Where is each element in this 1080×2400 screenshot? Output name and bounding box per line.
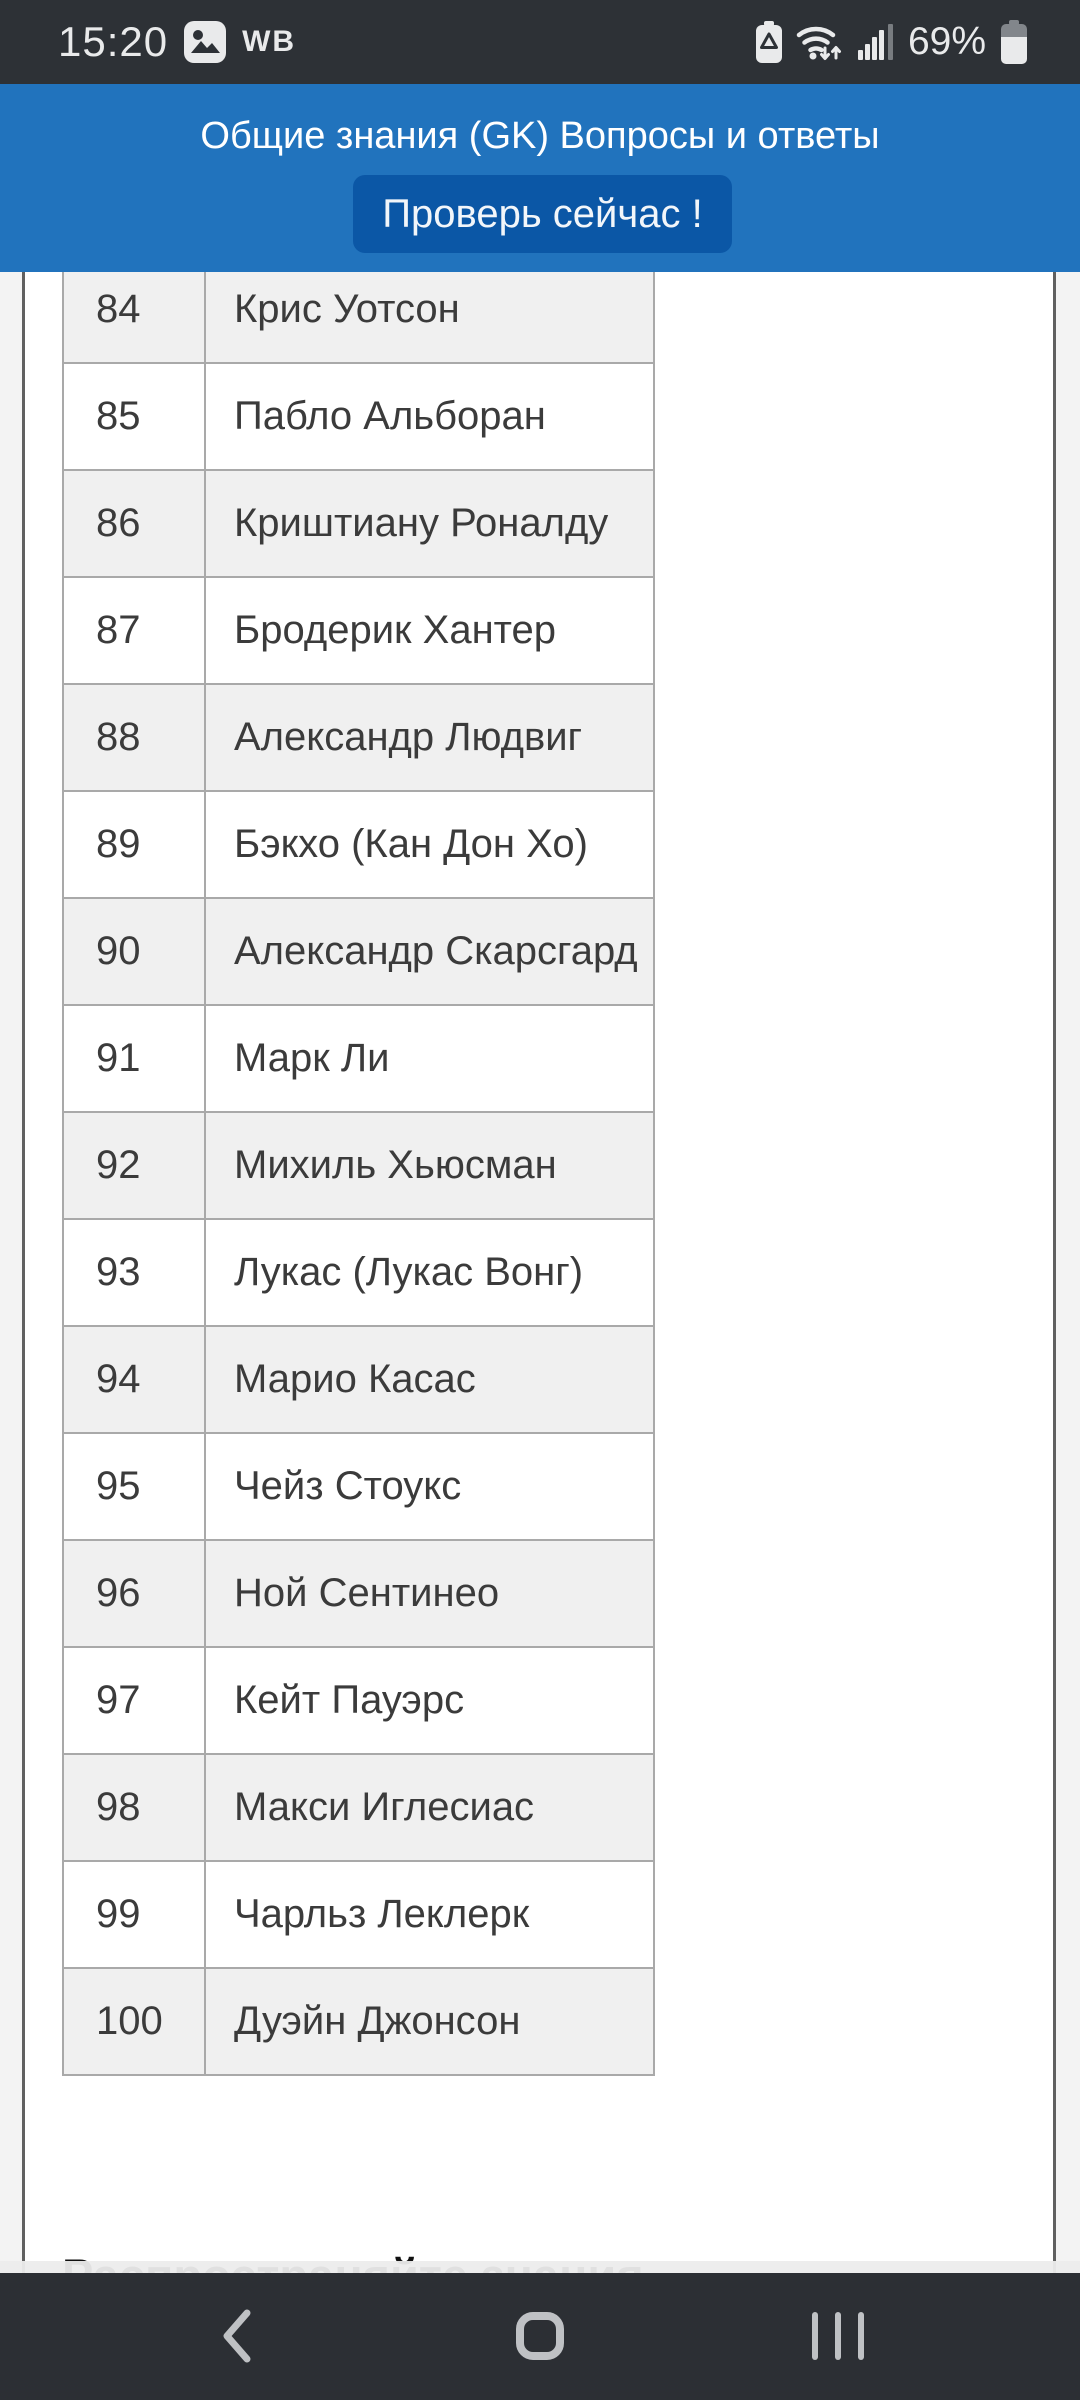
table-row [64,1969,653,2076]
rank-cell: 100 [64,1969,206,2074]
table-row [64,899,653,1006]
battery-percent-label: 69% [907,20,986,63]
check-now-button[interactable]: Проверь сейчас ! [353,175,732,253]
name-cell: Михиль Хьюсман [234,1143,557,1187]
rank-cell: 91 [64,1006,206,1111]
name-cell: Марк Ли [234,1036,390,1080]
table-row [64,1327,653,1434]
recents-icon[interactable] [812,2312,864,2360]
table-row [64,578,653,685]
rank-cell: 89 [64,792,206,897]
wifi-icon [796,22,844,62]
rank-cell: 94 [64,1327,206,1432]
table-row [64,364,653,471]
clock: 15:20 [58,18,169,65]
table-row [64,1006,653,1113]
table-row [64,1541,653,1648]
status-bar-left [58,0,296,84]
rank-cell: 86 [64,471,206,576]
name-cell: Чейз Стоукс [234,1464,462,1508]
name-cell: Бэкхо (Кан Дон Хо) [234,822,588,866]
page-title: Общие знания (GK) Вопросы и ответы [200,115,880,157]
name-cell: Крис Уотсон [234,287,460,331]
name-cell: Александр Людвиг [234,715,583,759]
status-bar-right [756,0,1028,84]
rank-cell: 95 [64,1434,206,1539]
name-cell: Александр Скарсгард [234,929,638,973]
rank-cell: 84 [64,257,206,362]
signal-strength-icon [858,22,894,62]
battery-saver-icon [756,21,782,63]
gallery-icon [184,21,226,63]
table-row [64,1113,653,1220]
rank-cell: 97 [64,1648,206,1753]
nav-scrim [0,2261,1080,2273]
rank-cell: 92 [64,1113,206,1218]
rank-cell: 90 [64,899,206,1004]
name-cell: Дуэйн Джонсон [234,1999,521,2043]
rank-cell: 96 [64,1541,206,1646]
name-cell: Пабло Альборан [234,394,546,438]
table-row [64,792,653,899]
name-cell: Бродерик Хантер [234,608,557,652]
name-cell: Криштиану Роналду [234,501,609,545]
name-cell: Кейт Пауэрс [234,1678,465,1722]
table-row [64,257,653,364]
name-cell: Марио Касас [234,1357,476,1401]
navigation-bar [0,2273,1080,2400]
table-row [64,1755,653,1862]
battery-icon [1000,20,1028,64]
name-cell: Чарльз Леклерк [234,1892,530,1936]
status-bar [0,0,1080,84]
home-icon[interactable] [516,2312,564,2360]
rank-cell: 99 [64,1862,206,1967]
app-header [0,84,1080,272]
name-cell: Лукас (Лукас Вонг) [234,1250,584,1294]
rank-cell: 93 [64,1220,206,1325]
table-row [64,471,653,578]
table-row [64,1434,653,1541]
table-row [64,1648,653,1755]
rank-cell: 87 [64,578,206,683]
page-content [22,84,1056,2274]
back-icon[interactable] [220,2287,254,2385]
names-table [62,255,655,2076]
table-row [64,1862,653,1969]
table-row [64,1220,653,1327]
table-row [64,685,653,792]
rank-cell: 85 [64,364,206,469]
wb-notification-badge: WB [242,25,297,58]
rank-cell: 88 [64,685,206,790]
rank-cell: 98 [64,1755,206,1860]
name-cell: Макси Иглесиас [234,1785,535,1829]
name-cell: Ной Сентинео [234,1571,500,1615]
